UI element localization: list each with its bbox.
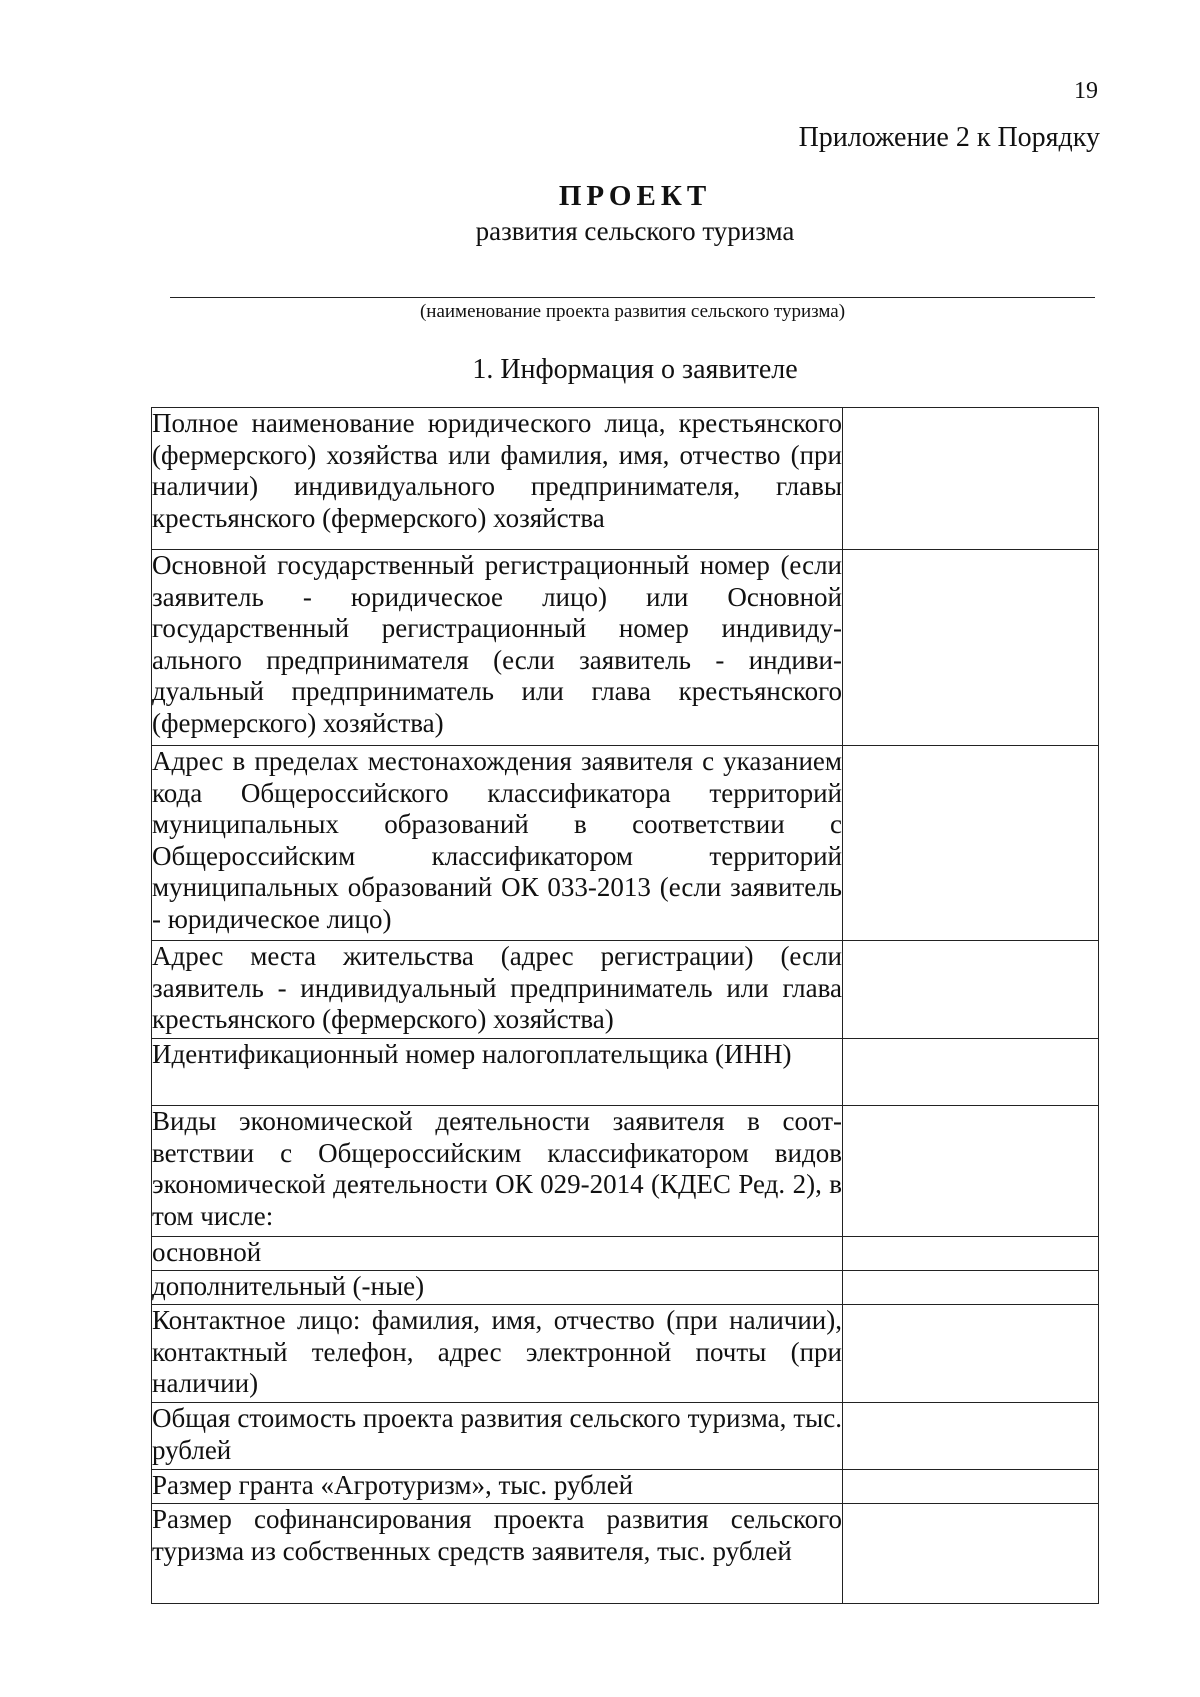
document-subtitle: развития сельского туризма [475,216,795,246]
document-title: ПРОЕКТ [558,180,712,212]
section-heading: 1. Информация о заявителе [472,354,798,385]
row-label: Общая стоимость проекта развития сельского туризма, тыс. рублей [152,1403,843,1470]
row-value[interactable] [843,1039,1099,1106]
table-row [152,1237,1099,1271]
row-value[interactable] [843,746,1099,941]
row-value[interactable] [843,1237,1099,1271]
row-label: Полное наименование юридического лица, крестьянского (фермерского) хозяйства или фамилия, имя, отчество (при наличии) индивидуального предпринимателя, главы крестьянского (фермерского) хозяйства [152,408,843,550]
table-row [152,550,1099,746]
row-label: Контактное лицо: фамилия, имя, отчество (при наличии), контактный телефон, адрес электронной почты (при наличии) [152,1305,843,1403]
row-value[interactable] [843,1403,1099,1470]
row-value[interactable] [843,550,1099,746]
row-label: Адрес в пределах местонахождения заявителя с указанием кода Общероссийского классификатора территорий муниципальных образований в соответствии с Общероссийским классификатором территорий муниципальных образований ОК 033-2013 (если заявитель - юридическое лицо) [152,746,843,941]
row-label: дополнительный (-ные) [152,1271,843,1305]
table-row [152,408,1099,550]
table-row [152,1504,1099,1604]
row-value[interactable] [843,1271,1099,1305]
table-row [152,1470,1099,1504]
table-row [152,1305,1099,1403]
project-name-caption: (наименование проекта развития сельского туризма) [419,301,846,322]
row-label: основной [152,1237,843,1271]
table-row [152,746,1099,941]
table-row [152,941,1099,1039]
page-number: 19 [1074,78,1098,104]
row-label: Размер гранта «Агротуризм», тыс. рублей [152,1470,843,1504]
row-value[interactable] [843,1305,1099,1403]
row-value[interactable] [843,1106,1099,1237]
applicant-info-table [151,407,1099,1604]
row-value[interactable] [843,941,1099,1039]
row-label: Основной государственный регистрационный номер (если заявитель - юридическое лицо) или Основной государственный регистрационный номер индивидуального предпринимателя (если заявитель - индивидуальный предприниматель или глава крестьянского (фермерского) хозяйства) [152,550,843,746]
row-label: Виды экономической деятельности заявителя в соответствии с Общероссийским классификатором видов экономической деятельности ОК 029-2014 (КДЕС Ред. 2), в том числе: [152,1106,843,1237]
row-value[interactable] [843,1470,1099,1504]
row-label: Адрес места жительства (адрес регистрации) (если заявитель - индивидуальный предприниматель или глава крестьянского (фермерского) хозяйства) [152,941,843,1039]
table-row [152,1106,1099,1237]
table-row [152,1271,1099,1305]
row-value[interactable] [843,408,1099,550]
row-label: Идентификационный номер налогоплательщика (ИНН) [152,1039,843,1106]
table-row [152,1039,1099,1106]
appendix-reference: Приложение 2 к Порядку [798,122,1100,153]
row-value[interactable] [843,1504,1099,1604]
table-row [152,1403,1099,1470]
project-name-line[interactable] [170,297,1095,298]
row-label: Размер софинансирования проекта развития сельского туризма из собственных средств заявителя, тыс. рублей [152,1504,843,1604]
